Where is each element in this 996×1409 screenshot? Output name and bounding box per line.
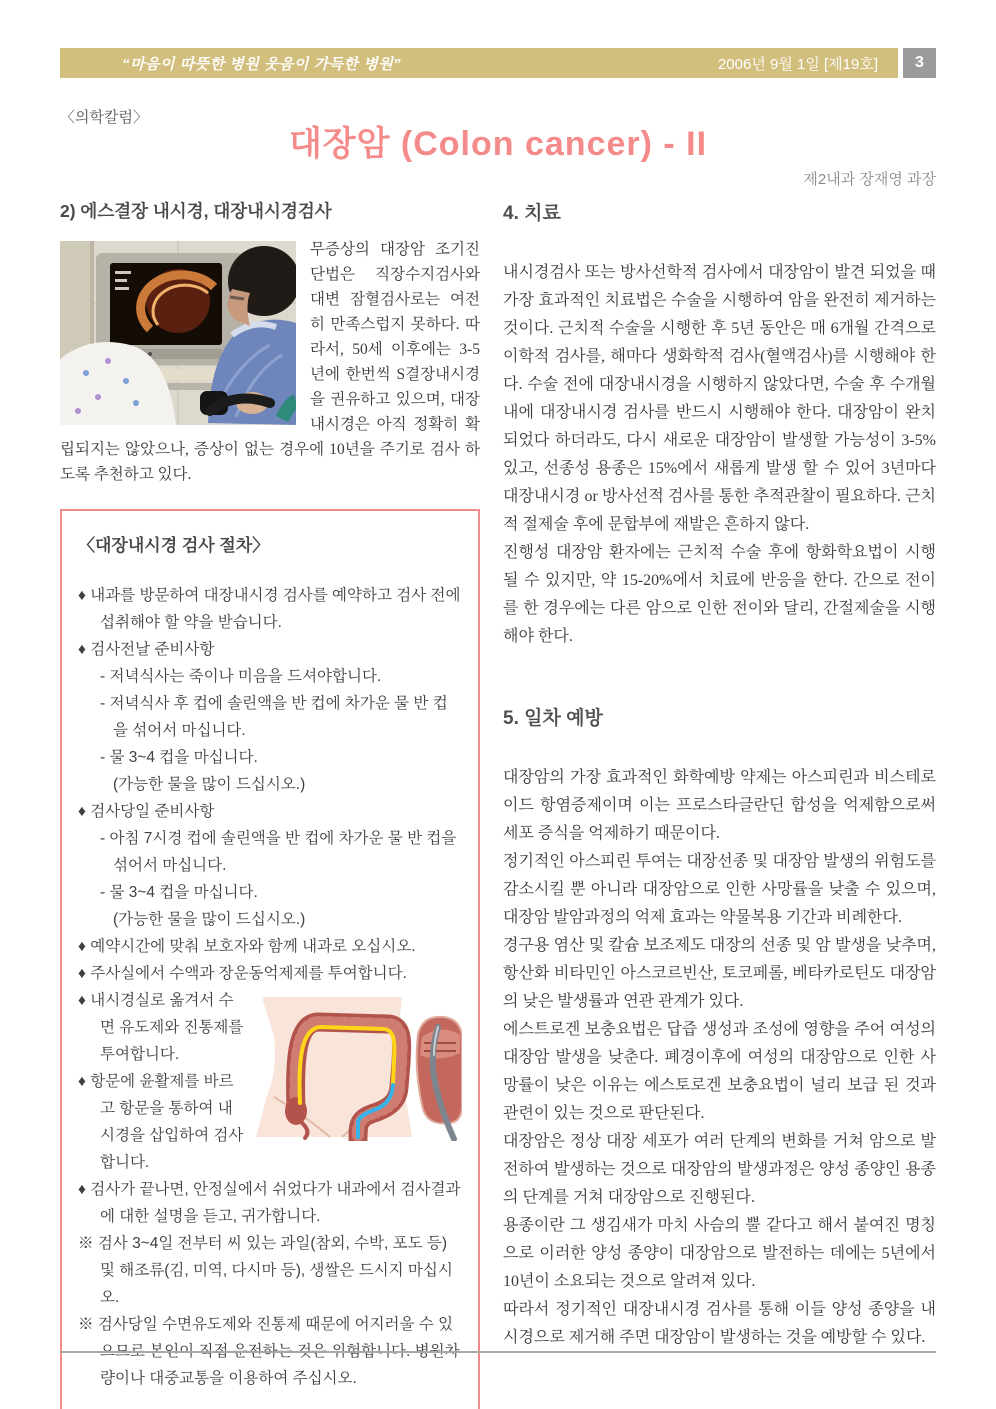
- dash-bullet-icon: -: [100, 749, 110, 766]
- diamond-bullet-icon: ♦: [78, 1181, 91, 1198]
- procedure-box: [60, 509, 480, 1409]
- colonoscopy-diagram: [252, 993, 462, 1141]
- procedure-step: [78, 1230, 462, 1311]
- procedure-step-text: 검사가 끝나면, 안정실에서 쉬었다가 내과에서 검사결과에 대한 설명을 듣고, 귀가합니다.: [90, 1181, 461, 1225]
- procedure-step: [100, 825, 462, 879]
- procedure-step-text: (가능한 물을 많이 드십시오.): [113, 911, 306, 928]
- procedure-step: [113, 771, 462, 798]
- page-number-badge: 3: [903, 48, 936, 78]
- procedure-list: [78, 582, 462, 1392]
- dash-bullet-icon: -: [100, 668, 110, 685]
- procedure-step-text: (가능한 물을 많이 드십시오.): [113, 776, 306, 793]
- colon-anatomy-illustration: [252, 993, 462, 1141]
- dash-bullet-icon: -: [100, 695, 110, 712]
- diamond-bullet-icon: ♦: [78, 587, 91, 604]
- procedure-box-title: 〈대장내시경 검사 절차〉: [78, 536, 270, 555]
- left-column: [60, 198, 480, 1409]
- procedure-step: [78, 933, 462, 960]
- procedure-step-text: 내시경실로 옮겨서 수면 유도제와 진통제를 투여합니다.: [90, 992, 244, 1063]
- footer-divider: [60, 1351, 936, 1353]
- procedure-step: [100, 744, 462, 771]
- body-paragraph: 정기적인 아스피린 투여는 대장선종 및 대장암 발생의 위험도를 감소시킬 뿐 아니라 대장암으로 인한 사망률을 낮출 수 있으며, 대장암 발암과정의 억제 효과는 약물복용 기간과 비례한다.: [503, 853, 936, 926]
- procedure-step-text: 검사당일 준비사항: [90, 803, 215, 820]
- section-heading-left: 2) 에스결장 내시경, 대장내시경검사: [60, 201, 332, 221]
- hospital-slogan: “마음이 따뜻한 병원 웃음이 가득한 병원”: [122, 55, 402, 73]
- body-paragraph: 내시경검사 또는 방사선학적 검사에서 대장암이 발견 되었을 때 가장 효과적인 치료법은 수술을 시행하여 암을 완전히 제거하는 것이다. 근치적 수술을 시행한 후 5년 동안은 매 6개월 간격으로 이학적 검사를, 해마다 생화학적 검사(혈액검사)를 시행해야 한다. 수술 전에 대장내시경을 시행하지 않았다면, 수술 후 수개월 내에 대장내시경 검사를 반드시 시행해야 한다. 대장암이 완치 되었다 하더라도, 다시 새로운 대장암이 발생할 가능성이 3-5% 있고, 선종성 용종은 15%에서 새롭게 발생 할 수 있어 3년마다 대장내시경 or 방사선적 검사를 통한 추적관찰이 필요하다. 근치적 절제술 후에 문합부에 재발은 흔하지 않다.: [503, 264, 936, 533]
- body-paragraph: 따라서 정기적인 대장내시경 검사를 통해 이들 양성 종양을 내시경으로 제거해 주면 대장암이 발생하는 것을 예방할 수 있다.: [503, 1301, 936, 1346]
- right-column: [503, 198, 936, 1352]
- article-author: 제2내과 장재영 과장: [803, 171, 936, 188]
- procedure-step-text: 검사당일 수면유도제와 진통제 때문에 어지러울 수 있으므로 본인이 직접 운전하는 것은 위험합니다. 병원차량이나 대중교통을 이용하여 주십시오.: [97, 1316, 460, 1387]
- diamond-bullet-icon: ♦: [78, 641, 91, 658]
- dash-bullet-icon: -: [100, 884, 110, 901]
- body-paragraph: 대장암의 가장 효과적인 화학예방 약제는 아스피린과 비스테로이드 항염증제이며 이는 프로스타글란딘 합성을 억제함으로써 세포 증식을 억제하기 때문이다.: [503, 769, 936, 842]
- procedure-step-text: 내과를 방문하여 대장내시경 검사를 예약하고 검사 전에 섭취해야 할 약을 받습니다.: [90, 587, 461, 631]
- procedure-step: [100, 663, 462, 690]
- issue-date: 2006년 9월 1일 [제19호]: [717, 55, 878, 73]
- procedure-step-text: 주사실에서 수액과 장운동억제제를 투여합니다.: [90, 965, 407, 982]
- body-paragraph: 대장암은 정상 대장 세포가 여러 단계의 변화를 거쳐 암으로 발전하여 발생하는 것으로 대장암의 발생과정은 양성 종양인 용종의 단계를 거쳐 대장암으로 진행된다.: [503, 1133, 936, 1206]
- endoscopy-photo-illustration: [60, 241, 296, 425]
- procedure-step-text: 검사전날 준비사항: [90, 641, 215, 658]
- procedure-step: [100, 690, 462, 744]
- section-heading: 5. 일차 예방: [503, 708, 603, 729]
- article-title: 대장암 (Colon cancer) - II: [288, 125, 708, 163]
- procedure-step-text: 물 3~4 컵을 마십니다.: [109, 884, 258, 901]
- intro-paragraph: 무증상의 대장암 조기진단법은 직장수지검사와 대변 잠혈검사로는 여전히 만족스럽지 못하다. 따라서, 50세 이후에는 3-5년에 한번씩 S결장내시경을 권유하고 있으며, 대장내시경은 아직 정확히 확립되지는 않았으나, 증상이 없는 경우에 10년을 주기로 검사 하도록 추천하고 있다.: [60, 241, 480, 483]
- diamond-bullet-icon: ♦: [78, 965, 91, 982]
- procedure-step-text: 저녁식사는 죽이나 미음을 드셔야합니다.: [109, 668, 382, 685]
- body-paragraph: 경구용 염산 및 칼슘 보조제도 대장의 선종 및 암 발생을 낮추며, 항산화 비타민인 아스코르빈산, 토코페롤, 베타카로틴도 대장암의 낮은 발생률과 연관 관계가 있다.: [503, 937, 936, 1010]
- procedure-step-text: 물 3~4 컵을 마십니다.: [109, 749, 258, 766]
- body-paragraph: 진행성 대장암 환자에는 근치적 수술 후에 항화학요법이 시행 될 수 있지만, 약 15-20%에서 치료에 반응을 한다. 간으로 전이를 한 경우에는 다른 암으로 인한 전이와 달리, 간절제술을 시행해야 한다.: [503, 544, 936, 645]
- procedure-step-text: 예약시간에 맞춰 보호자와 함께 내과로 오십시오.: [90, 938, 416, 955]
- procedure-step: [78, 636, 462, 663]
- endoscopy-room-photo: [60, 241, 296, 425]
- body-paragraph: 용종이란 그 생김새가 마치 사슴의 뿔 같다고 해서 붙여진 명칭으로 이러한 양성 종양이 대장암으로 발전하는 데에는 5년에서 10년이 소요되는 것으로 알려져 있다.: [503, 1217, 936, 1290]
- column-label: 〈의학칼럼〉: [60, 109, 148, 126]
- procedure-step: [78, 582, 462, 636]
- diamond-bullet-icon: ♦: [78, 992, 91, 1009]
- diamond-bullet-icon: ♦: [78, 1073, 91, 1090]
- diamond-bullet-icon: ♦: [78, 938, 91, 955]
- procedure-step-text: 아침 7시경 컵에 솔린액을 반 컵에 차가운 물 반 컵을 섞어서 마십니다.: [109, 830, 457, 874]
- procedure-step-text: 항문에 윤활제를 바르고 항문을 통하여 내시경을 삽입하여 검사합니다.: [90, 1073, 244, 1171]
- reference-mark-icon: ※: [78, 1235, 98, 1252]
- procedure-step-text: 검사 3~4일 전부터 씨 있는 과일(참외, 수박, 포도 등) 및 해조류(김, 미역, 다시마 등), 생쌀은 드시지 마십시오.: [97, 1235, 453, 1306]
- procedure-step: [78, 1176, 462, 1230]
- header-bar: [60, 48, 898, 78]
- procedure-step: [113, 906, 462, 933]
- procedure-step: [78, 960, 462, 987]
- procedure-step: [100, 879, 462, 906]
- reference-mark-icon: ※: [78, 1316, 98, 1333]
- intro-block: [60, 237, 480, 487]
- diamond-bullet-icon: ♦: [78, 803, 91, 820]
- procedure-step: [78, 798, 462, 825]
- section-heading: 4. 치료: [503, 203, 561, 224]
- procedure-step-text: 저녁식사 후 컵에 솔린액을 반 컵에 차가운 물 반 컵을 섞어서 마십니다.: [109, 695, 448, 739]
- page-header: [60, 48, 936, 78]
- dash-bullet-icon: -: [100, 830, 110, 847]
- body-paragraph: 에스트로겐 보충요법은 답즙 생성과 조성에 영향을 주어 여성의 대장암 발생을 낮춘다. 폐경이후에 여성의 대장암으로 인한 사망률이 낮은 이유는 에스토로겐 보충요법이 널리 보급 된 것과 관련이 있는 것으로 판단된다.: [503, 1021, 936, 1122]
